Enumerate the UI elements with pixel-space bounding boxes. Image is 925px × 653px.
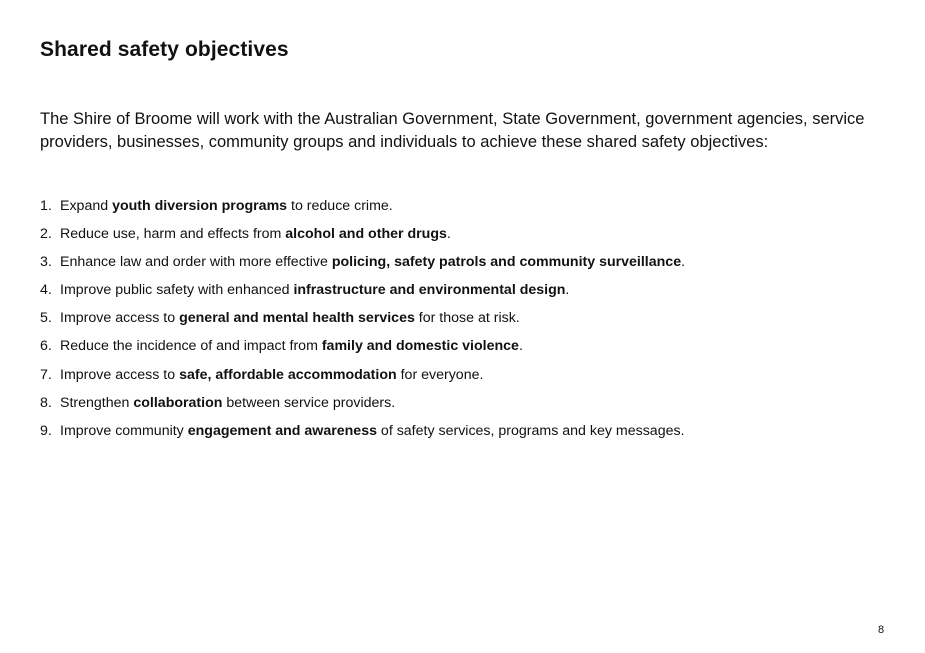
objective-number: 8. [40, 394, 52, 411]
objective-keyphrase: alcohol and other drugs [285, 226, 447, 243]
objective-text: Improve access to [60, 366, 180, 383]
objective-text: Reduce use, harm and effects from [60, 226, 286, 243]
objective-text: for those at risk. [414, 310, 520, 327]
objective-number: 7. [40, 366, 52, 383]
objective-keyphrase: policing, safety patrols and community surveillance [331, 254, 682, 271]
objective-number: 3. [40, 254, 52, 271]
objectives-list [40, 194, 685, 447]
objective-text: between service providers. [222, 394, 396, 411]
objective-text: . [565, 282, 570, 299]
objective-keyphrase: engagement and awareness [187, 422, 377, 439]
objective-text: to reduce crime. [287, 198, 393, 214]
objective-item [40, 391, 685, 419]
objective-text: Improve access to [60, 310, 180, 327]
objective-text: of safety services, programs and key messages. [376, 422, 685, 439]
objective-number: 9. [40, 422, 52, 439]
objective-text: Expand [60, 198, 113, 214]
objective-keyphrase: youth diversion programs [112, 198, 288, 214]
objective-keyphrase: infrastructure and environmental design [293, 282, 566, 299]
objective-text: . [518, 338, 523, 355]
objective-item [40, 334, 685, 362]
objective-text: Improve community [60, 422, 188, 439]
objective-text: Improve public safety with enhanced [60, 282, 294, 299]
objective-keyphrase: collaboration [133, 394, 223, 411]
objective-keyphrase: general and mental health services [179, 310, 415, 327]
objective-number: 2. [40, 226, 52, 243]
intro-paragraph: The Shire of Broome will work with the Australian Government, State Government, government agencies, service providers, businesses, community groups and individuals to achieve these shared safety objectives: [40, 110, 865, 151]
objective-text: . [681, 254, 686, 271]
objective-text: Enhance law and order with more effective [60, 254, 332, 271]
objective-number: 4. [40, 282, 52, 299]
objective-number: 1. [40, 198, 52, 214]
objective-text: . [446, 226, 451, 243]
objective-keyphrase: family and domestic violence [321, 338, 519, 355]
objective-item [40, 278, 685, 306]
objective-number: 6. [40, 338, 52, 355]
objective-item [40, 250, 685, 278]
objective-item [40, 419, 685, 447]
objective-item [40, 363, 685, 391]
objective-text: Reduce the incidence of and impact from [60, 338, 322, 355]
objective-text: Strengthen [60, 394, 134, 411]
objective-item [40, 306, 685, 334]
objective-item [40, 222, 685, 250]
objective-keyphrase: safe, affordable accommodation [179, 366, 397, 383]
page-title: Shared safety objectives [40, 38, 289, 61]
objective-item [40, 194, 685, 222]
page-number: 8 [878, 624, 885, 636]
objective-text: for everyone. [396, 366, 484, 383]
objective-number: 5. [40, 310, 52, 327]
